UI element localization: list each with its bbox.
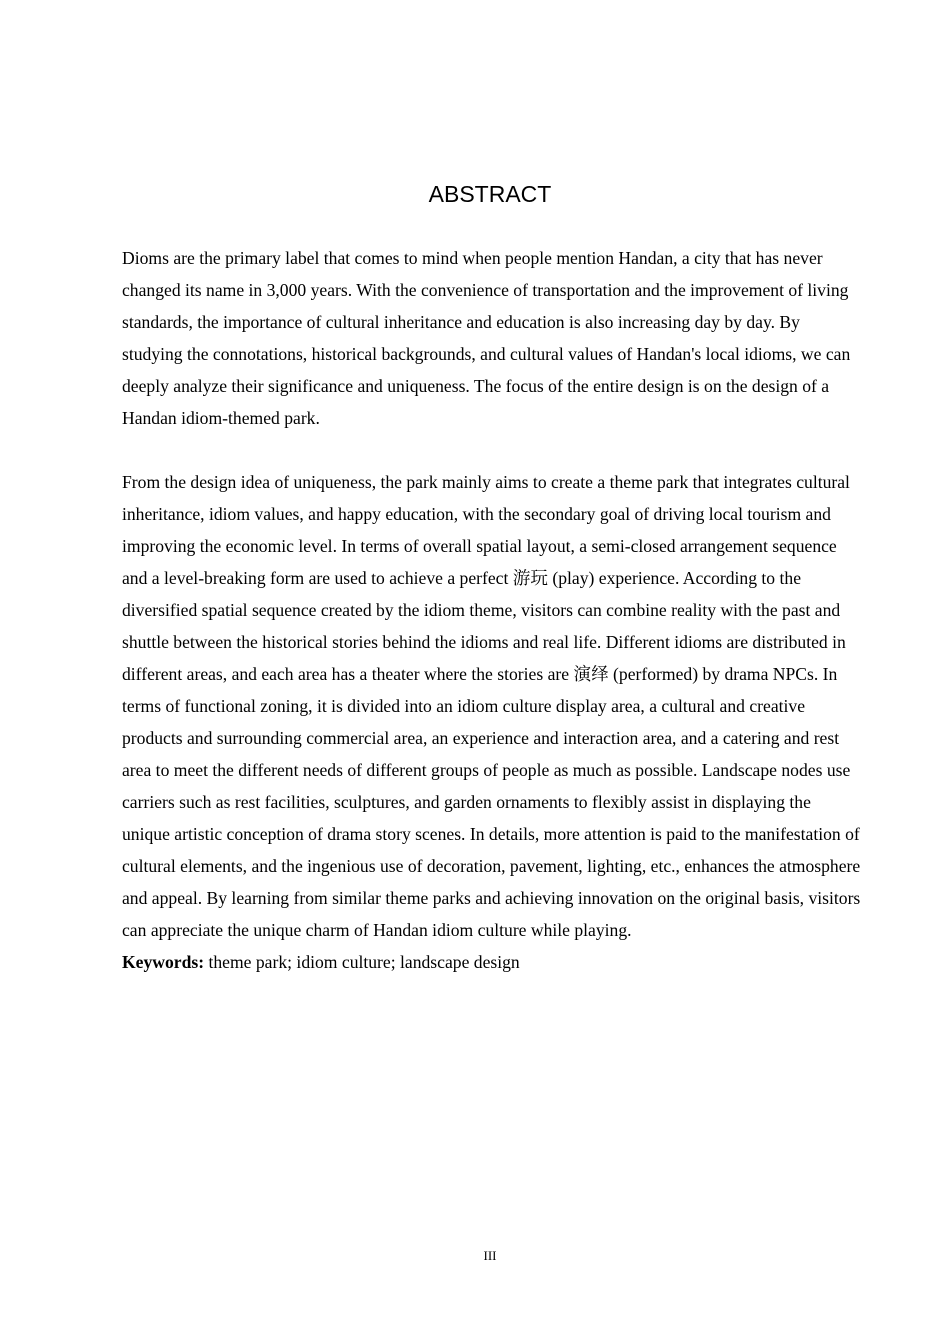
keywords-label: Keywords: bbox=[122, 952, 205, 972]
keywords-text: theme park; idiom culture; landscape design bbox=[204, 952, 520, 972]
page-number: III bbox=[483, 1248, 497, 1263]
abstract-paragraph-1: Dioms are the primary label that comes to mind when people mention Handan, a city that has never changed its name in 3,000 years. With the convenience of transportation and the improvement of living standards, the importance of cultural inheritance and education is also increasing day by day. By studying the connotations, historical backgrounds, and cultural values of Handan's local idioms, we can deeply analyze their significance and uniqueness. The focus of the entire design is on the design of a Handan idiom-themed park. bbox=[122, 248, 851, 428]
abstract-body bbox=[122, 242, 862, 978]
keywords-line bbox=[122, 946, 862, 978]
abstract-title: ABSTRACT bbox=[428, 181, 552, 207]
paragraph-spacer bbox=[122, 434, 862, 466]
abstract-paragraph-2: From the design idea of uniqueness, the park mainly aims to create a theme park that integrates cultural inheritance, idiom values, and happy education, with the secondary goal of driving local tourism and improving the economic level. In terms of overall spatial layout, a semi-closed arrangement sequence and a level-breaking form are used to achieve a perfect 游玩 (play) experience. According to the diversified spatial sequence created by the idiom theme, visitors can combine reality with the past and shuttle between the historical stories behind the idioms and real life. Different idioms are distributed in different areas, and each area has a theater where the stories are 演绎 (performed) by drama NPCs. In terms of functional zoning, it is divided into an idiom culture display area, a cultural and creative products and surrounding commercial area, an experience and interaction area, and a catering and rest area to meet the different needs of different groups of people as much as possible. Landscape nodes use carriers such as rest facilities, sculptures, and garden ornaments to flexibly assist in displaying the unique artistic conception of drama story scenes. In details, more attention is paid to the manifestation of cultural elements, and the ingenious use of decoration, pavement, lighting, etc., enhances the atmosphere and appeal. By learning from similar theme parks and achieving innovation on the original basis, visitors can appreciate the unique charm of Handan idiom culture while playing. bbox=[122, 472, 861, 940]
